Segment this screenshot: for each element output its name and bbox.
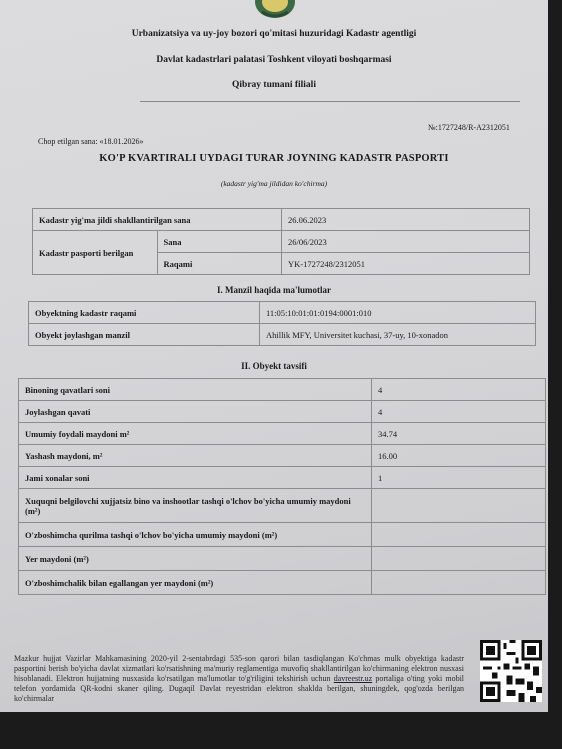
rooms-count-value: 1 xyxy=(372,467,546,489)
cadastral-number-label: Obyektning kadastr raqami xyxy=(29,302,260,324)
issue-number-label: Raqami xyxy=(157,253,282,275)
qr-code-icon xyxy=(480,640,542,702)
rooms-count-label: Jami xonalar soni xyxy=(19,467,372,489)
seized-land-area-label: O'zboshimchalik bilan egallangan yer maydoni (m²) xyxy=(19,571,372,595)
registry-link[interactable]: davreestr.uz xyxy=(333,674,373,683)
total-area-label: Umumiy foydali maydoni m² xyxy=(19,423,372,445)
unauthorized-structure-area-label: O'zboshimcha qurilma tashqi o'lchov bo'yicha umumiy maydoni (m²) xyxy=(19,523,372,547)
floors-count-label: Binoning qavatlari soni xyxy=(19,379,372,401)
land-area-value xyxy=(372,547,546,571)
unauthorized-structure-area-value xyxy=(372,523,546,547)
total-area-value: 34.74 xyxy=(372,423,546,445)
passport-table xyxy=(32,208,530,275)
issue-date-value: 26/06/2023 xyxy=(282,231,530,253)
section2-title: II. Obyekt tavsifi xyxy=(241,361,307,371)
object-address-label: Obyekt joylashgan manzil xyxy=(29,324,260,346)
undocumented-area-value xyxy=(372,489,546,523)
undocumented-area-label: Xuquqni belgilovchi xujjatsiz bino va inshootlar tashqi o'lchov bo'yicha umumiy maydoni (m²) xyxy=(19,489,372,523)
issued-label: Kadastr pasporti berilgan xyxy=(33,231,158,275)
footnote-text-start: Mazkur hujjat Vazirlar Mahkamasining 2020-yil 2-sentabrdagi 535-son qarori bilan tasdiqlangan Ko'chmas mulk obyektiga kadastr pasportini berish bo'yicha davlat xizmatlari ko'rsatishning ma'muriy reglamentiga muvofiq shakllantirilgan ko'chirmaning elektron nusxasi hisoblanadi. Elektron hujjatning nusxasida ko'rsatilgan ma'lumotlar to'g'riligini tekshirish uchun xyxy=(14,654,464,683)
land-area-label: Yer maydoni (m²) xyxy=(19,547,372,571)
floor-located-label: Joylashgan qavati xyxy=(19,401,372,423)
formed-date-value: 26.06.2023 xyxy=(282,209,530,231)
issue-date-label: Sana xyxy=(157,231,282,253)
document-subtitle: (kadastr yig'ma jildidan ko'chirma) xyxy=(220,179,328,188)
footnote-text-end: portaliga o'ting yoki mobil telefon yordamida QR-kodni skaner qiling. Dugaqil Davlat reyestridan elektron shaklda berilgan, shuningdek, qog'ozda berilgan ko'chirmalar xyxy=(14,674,465,703)
branch-line: Qibray tumani filiali xyxy=(232,80,316,90)
seized-land-area-value xyxy=(372,571,546,595)
chamber-line: Davlat kadastrlari palatasi Toshkent viloyati boshqarmasi xyxy=(156,55,392,65)
floor-located-value: 4 xyxy=(372,401,546,423)
floors-count-value: 4 xyxy=(372,379,546,401)
object-description-table xyxy=(18,378,546,595)
document-number: №:1727248/R-A2312051 xyxy=(428,123,510,132)
agency-line: Urbanizatsiya va uy-joy bozori qo'mitasi huzuridagi Kadastr agentligi xyxy=(131,29,417,39)
living-area-label: Yashash maydoni, m² xyxy=(19,445,372,467)
legal-footnote xyxy=(14,654,464,704)
formed-date-label: Kadastr yig'ma jildi shakllantirilgan sana xyxy=(33,209,282,231)
section1-title: I. Manzil haqida ma'lumotlar xyxy=(216,285,331,295)
issue-number-value: YK-1727248/2312051 xyxy=(282,253,530,275)
living-area-value: 16.00 xyxy=(372,445,546,467)
object-address-value: Ahillik MFY, Universitet kuchasi, 37-uy, 10-xonadon xyxy=(260,324,536,346)
document-title: KO'P KVARTIRALI UYDAGI TURAR JOYNING KADASTR PASPORTI xyxy=(99,153,449,164)
cadastral-number-value: 11:05:10:01:01:0194:0001:010 xyxy=(260,302,536,324)
address-table xyxy=(28,301,536,346)
state-emblem-icon xyxy=(252,0,298,20)
print-date: Chop etilgan sana: «18.01.2026» xyxy=(38,137,144,146)
header-divider xyxy=(140,101,520,102)
